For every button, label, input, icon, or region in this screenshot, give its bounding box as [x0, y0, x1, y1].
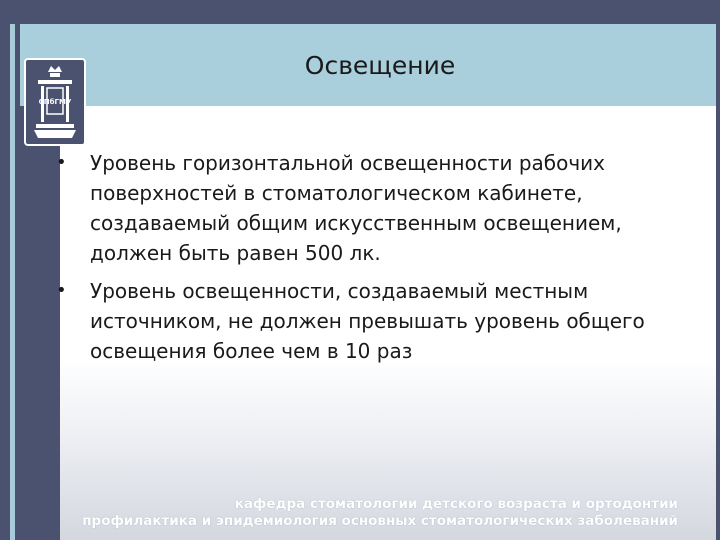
bullet-symbol: •: [56, 280, 67, 301]
bullet-item: [56, 276, 706, 366]
footer-department: кафедра стоматологии детского возраста и ортодонтии: [234, 496, 678, 512]
frame-top-bar: [0, 0, 720, 24]
bullet-list: [56, 148, 706, 374]
bullet-text: Уровень освещенности, создаваемый местным источником, не должен превышать уровень общего освещения более чем в 10 раз: [90, 279, 645, 363]
footer: [76, 496, 716, 530]
slide-title: Освещение: [304, 50, 456, 80]
bullet-text: Уровень горизонтальной освещенности рабочих поверхностей в стоматологическом кабинете, создаваемый общим искусственным освещением, должен быть равен 500 лк.: [90, 151, 622, 265]
logo-text: СПбГМУ: [38, 98, 72, 106]
university-crest-icon: [24, 58, 86, 146]
bullet-item: [56, 148, 706, 268]
bullet-symbol: •: [56, 152, 67, 173]
footer-course: профилактика и эпидемиология основных стоматологических заболеваний: [82, 513, 678, 529]
